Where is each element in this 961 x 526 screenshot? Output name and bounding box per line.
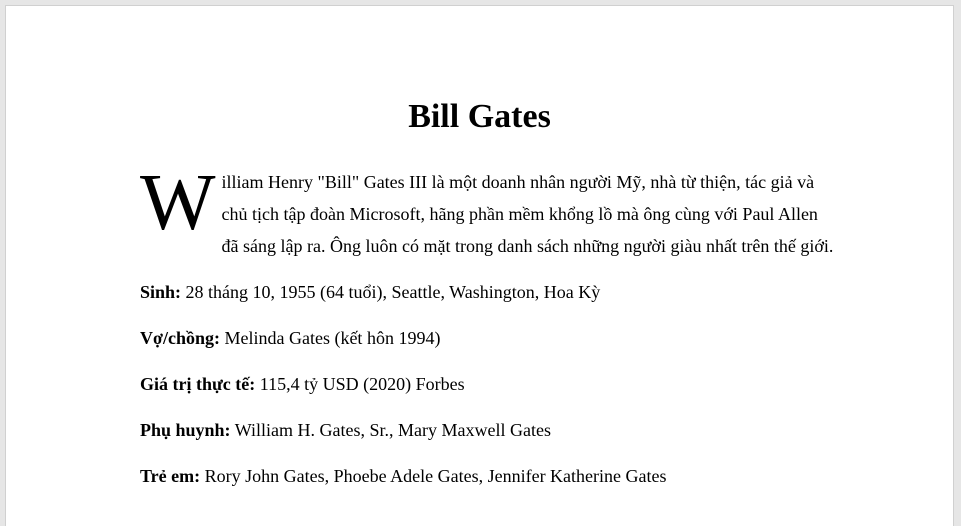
- intro-paragraph: [140, 159, 856, 262]
- fact-value: Melinda Gates (kết hôn 1994): [219, 328, 441, 348]
- intro-line: illiam Henry "Bill" Gates III là một doanh nhân người Mỹ, nhà từ thiện, tác giả và: [221, 172, 815, 192]
- fact-value: 28 tháng 10, 1955 (64 tuổi), Seattle, Washington, Hoa Kỳ: [181, 282, 601, 302]
- drop-cap: W: [140, 159, 216, 247]
- fact-value: 115,4 tỷ USD (2020) Forbes: [255, 374, 465, 394]
- fact-net-worth: [140, 372, 465, 396]
- fact-children: [140, 464, 667, 488]
- fact-label: Sinh:: [140, 282, 182, 302]
- fact-value: Rory John Gates, Phoebe Adele Gates, Jennifer Katherine Gates: [200, 466, 667, 486]
- fact-label: Phụ huynh:: [140, 420, 231, 440]
- fact-label: Vợ/chồng:: [140, 328, 220, 348]
- fact-parents: [140, 418, 551, 442]
- fact-spouse: [140, 326, 440, 350]
- intro-line: chủ tịch tập đoàn Microsoft, hãng phần mềm khổng lồ mà ông cùng với Paul Allen: [221, 204, 818, 224]
- fact-label: Trẻ em:: [140, 466, 201, 486]
- fact-label: Giá trị thực tế:: [140, 374, 256, 394]
- intro-line: đã sáng lập ra. Ông luôn có mặt trong danh sách những người giàu nhất trên thế giới.: [221, 236, 834, 256]
- fact-birth: [140, 280, 600, 304]
- fact-value: William H. Gates, Sr., Mary Maxwell Gates: [230, 420, 551, 440]
- page-title: Bill Gates: [408, 98, 551, 135]
- document-page: [6, 6, 953, 526]
